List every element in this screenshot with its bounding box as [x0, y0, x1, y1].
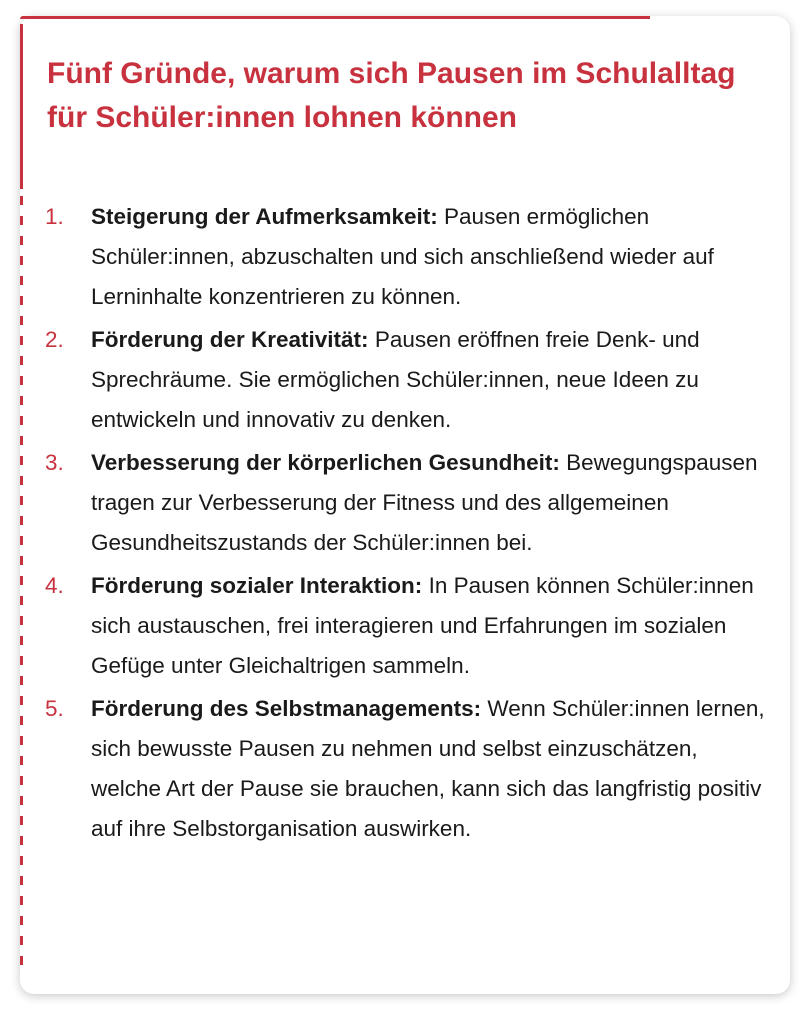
list-text [91, 566, 765, 686]
list-item-2 [45, 320, 765, 440]
list-number: 1. [45, 204, 64, 229]
list-description: Pausen eröffnen freie Denk- und Sprechräume. Sie ermöglichen Schüler:innen, neue Ideen zu entwickeln und innovativ zu denken. [91, 327, 700, 432]
left-accent-line [20, 24, 23, 189]
list-item-5 [45, 689, 765, 849]
list-description: Pausen ermöglichen Schüler:innen, abzuschalten und sich anschließend wieder auf Lerninhalte konzentrieren zu können. [91, 204, 714, 309]
list-term: Förderung sozialer Interaktion: [91, 573, 423, 598]
list-description: In Pausen können Schüler:innen sich austauschen, frei interagieren und Erfahrungen im sozialen Gefüge unter Gleichaltrigen sammeln. [91, 573, 754, 678]
list-number: 5. [45, 696, 64, 721]
list-term: Verbesserung der körperlichen Gesundheit: [91, 450, 560, 475]
list-term: Förderung der Kreativität: [91, 327, 369, 352]
list-item-4 [45, 566, 765, 686]
list-number: 3. [45, 450, 64, 475]
reasons-list [45, 197, 765, 852]
card-title: Fünf Gründe, warum sich Pausen im Schulalltag für Schüler:innen lohnen können [47, 57, 736, 134]
list-term: Förderung des Selbstmanagements: [91, 696, 482, 721]
list-number: 2. [45, 327, 64, 352]
list-term: Steigerung der Aufmerksamkeit: [91, 204, 438, 229]
list-text [91, 320, 765, 440]
list-text [91, 443, 765, 563]
left-dashed-line [20, 196, 23, 976]
list-item-3 [45, 443, 765, 563]
list-description: Wenn Schüler:innen lernen, sich bewusste Pausen zu nehmen und selbst einzuschätzen, welche Art der Pause sie brauchen, kann sich das langfristig positiv auf ihre Selbstorganisation auswirken. [91, 696, 765, 841]
list-number: 4. [45, 573, 64, 598]
list-item-1 [45, 197, 765, 317]
list-text [91, 197, 765, 317]
top-accent-line [20, 16, 650, 19]
list-text [91, 689, 765, 849]
list-description: Bewegungspausen tragen zur Verbesserung der Fitness und des allgemeinen Gesundheitszustands der Schüler:innen bei. [91, 450, 758, 555]
